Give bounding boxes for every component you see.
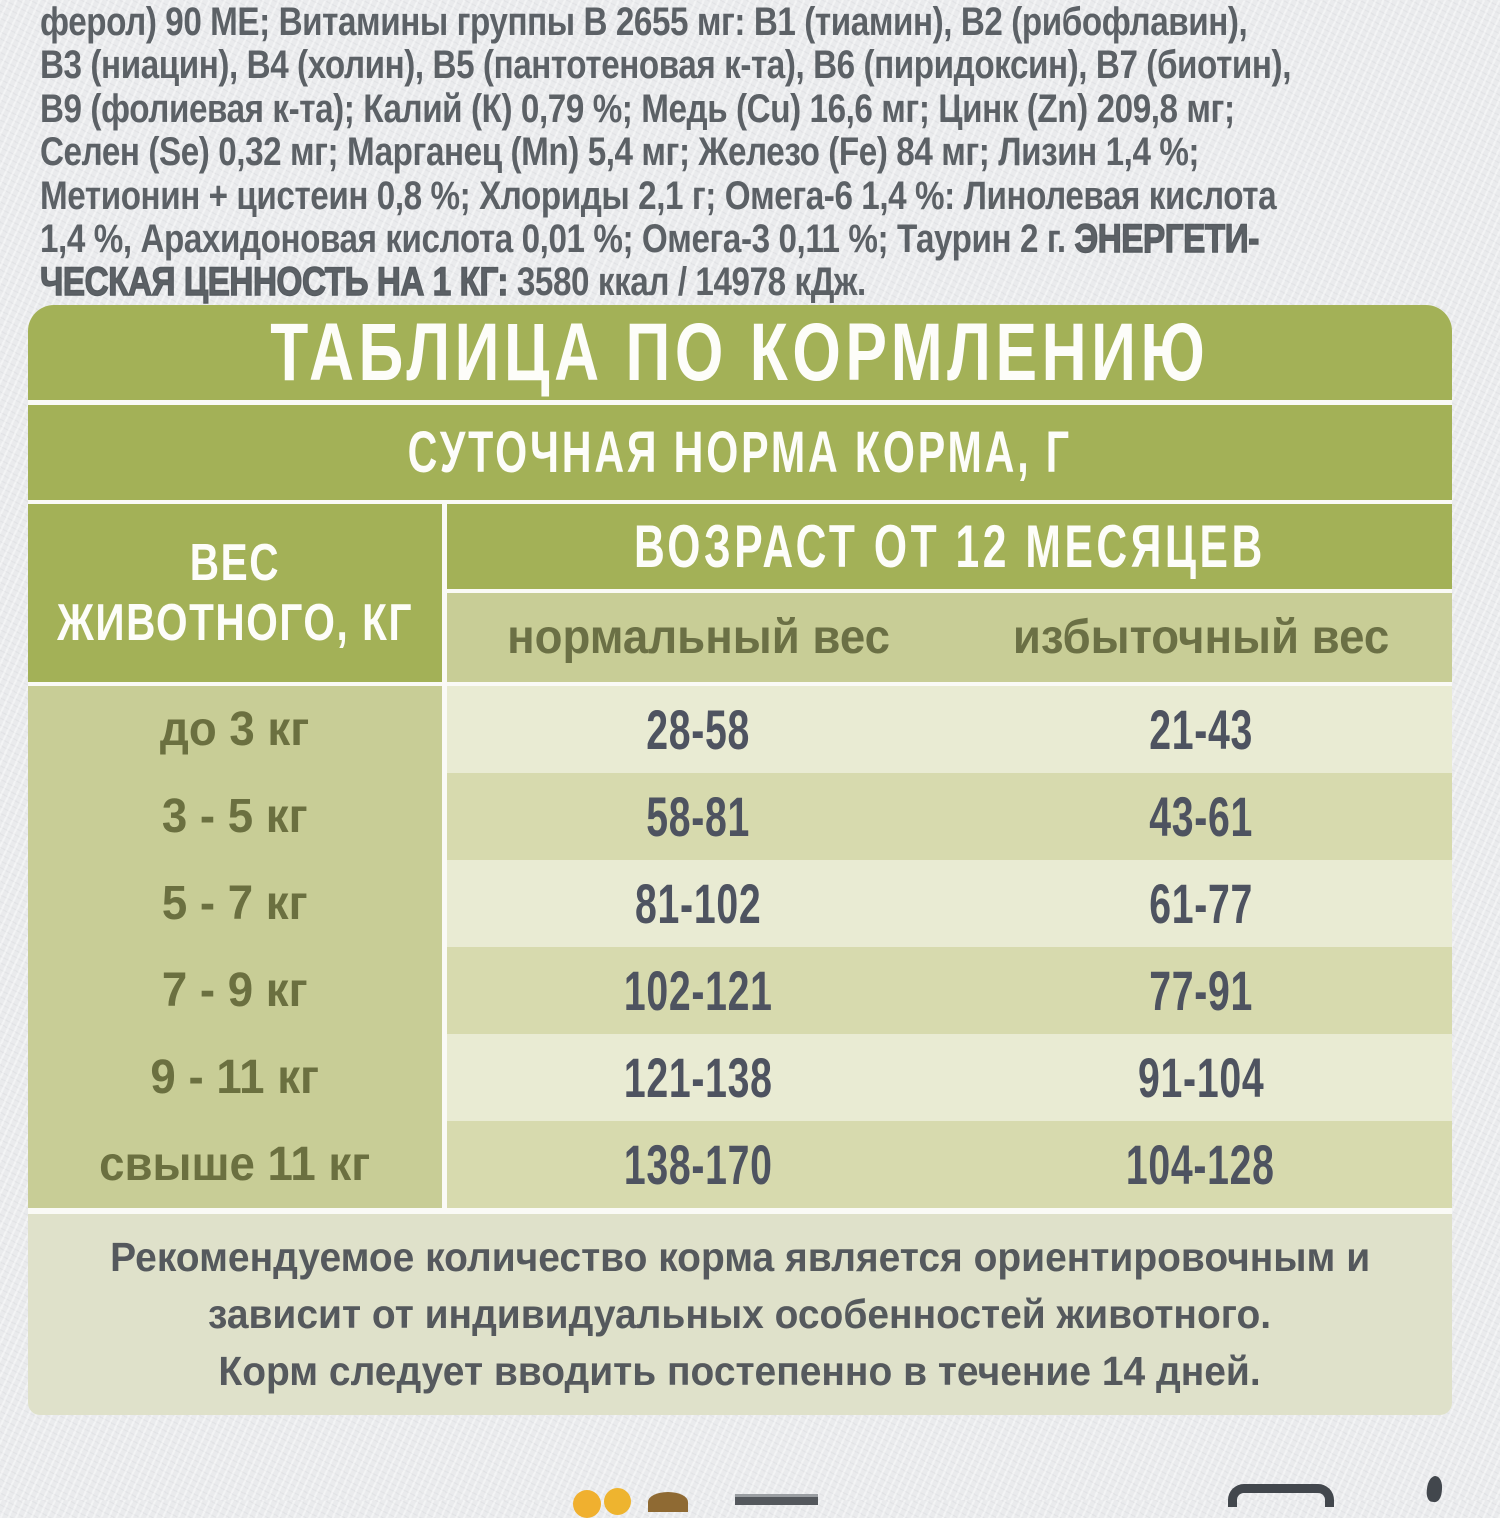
table-row bbox=[28, 947, 1452, 1034]
feeding-table-title: ТАБЛИЦА ПО КОРМЛЕНИЮ bbox=[270, 306, 1210, 398]
utensil-icon bbox=[1426, 1475, 1444, 1502]
overweight-amount-cell bbox=[950, 1034, 1453, 1121]
amounts-cell bbox=[447, 686, 1452, 773]
age-column-header bbox=[447, 504, 1452, 682]
note-line: зависит от индивидуальных особенностей животного. bbox=[208, 1291, 1272, 1337]
weight-label: 5 - 7 кг bbox=[162, 877, 308, 930]
weight-cell bbox=[28, 1034, 442, 1121]
table-row bbox=[28, 686, 1452, 773]
normal-amount: 81-102 bbox=[635, 872, 762, 935]
normal-amount-cell bbox=[447, 860, 950, 947]
weight-cell bbox=[28, 1121, 442, 1208]
normal-amount-cell bbox=[447, 1034, 950, 1121]
amounts-cell bbox=[447, 860, 1452, 947]
normal-amount-cell bbox=[447, 947, 950, 1034]
overweight-amount-cell bbox=[950, 773, 1453, 860]
composition-line: В9 (фолиевая к-та); Калий (К) 0,79 %; Медь (Cu) 16,6 мг; Цинк (Zn) 209,8 мг; bbox=[40, 86, 1235, 131]
composition-line: ЧЕСКАЯ ЦЕННОСТЬ НА 1 КГ: 3580 ккал / 14978 кДж. bbox=[40, 260, 866, 305]
weight-header-line: ЖИВОТНОГО, КГ bbox=[57, 594, 413, 652]
age-header-bar bbox=[447, 504, 1452, 589]
overweight-amount: 43-61 bbox=[1148, 785, 1253, 848]
table-row bbox=[28, 773, 1452, 860]
overweight-amount: 91-104 bbox=[1137, 1046, 1264, 1109]
amounts-cell bbox=[447, 1121, 1452, 1208]
feeding-note bbox=[28, 1214, 1452, 1415]
overweight-amount: 61-77 bbox=[1148, 872, 1253, 935]
overweight-header bbox=[950, 593, 1453, 682]
weight-label: 7 - 9 кг bbox=[162, 964, 308, 1017]
normal-amount: 121-138 bbox=[623, 1046, 773, 1109]
table-row bbox=[28, 860, 1452, 947]
daily-amount-bar bbox=[28, 405, 1452, 500]
daily-amount-title: СУТОЧНАЯ НОРМА КОРМА, Г bbox=[407, 420, 1073, 485]
normal-amount: 138-170 bbox=[623, 1133, 773, 1196]
normal-amount-cell bbox=[447, 686, 950, 773]
table-body bbox=[28, 686, 1452, 1208]
normal-amount-cell bbox=[447, 1121, 950, 1208]
normal-weight-label: нормальный вес bbox=[506, 611, 890, 664]
overweight-amount: 104-128 bbox=[1126, 1133, 1276, 1196]
kibble-piece-icon bbox=[604, 1488, 631, 1515]
composition-text bbox=[40, 1, 1472, 305]
composition-line: 1,4 %, Арахидоновая кислота 0,01 %; Омега-3 0,11 %; Таурин 2 г. ЭНЕРГЕТИ- bbox=[40, 216, 1259, 261]
amounts-cell bbox=[447, 773, 1452, 860]
normal-amount: 58-81 bbox=[646, 785, 751, 848]
weight-header-line: ВЕС bbox=[189, 534, 281, 592]
overweight-label: избыточный вес bbox=[1012, 611, 1389, 664]
subcolumn-header-bar bbox=[447, 593, 1452, 682]
normal-amount-cell bbox=[447, 773, 950, 860]
age-header-label: ВОЗРАСТ ОТ 12 МЕСЯЦЕВ bbox=[633, 513, 1266, 580]
amounts-cell bbox=[447, 1034, 1452, 1121]
feeding-table-title-bar bbox=[28, 305, 1452, 400]
note-line: Корм следует вводить постепенно в течение 14 дней. bbox=[218, 1348, 1262, 1394]
table-row bbox=[28, 1034, 1452, 1121]
table-header-row bbox=[28, 504, 1452, 682]
weight-cell bbox=[28, 860, 442, 947]
weight-label: свыше 11 кг bbox=[99, 1138, 371, 1191]
overweight-amount-cell bbox=[950, 860, 1453, 947]
normal-amount: 102-121 bbox=[623, 959, 773, 1022]
feeding-table bbox=[28, 305, 1452, 1415]
weight-label: 9 - 11 кг bbox=[150, 1051, 320, 1104]
note-line: Рекомендуемое количество корма является ориентировочным и bbox=[110, 1234, 1370, 1280]
weight-cell bbox=[28, 947, 442, 1034]
table-row bbox=[28, 1121, 1452, 1208]
weight-cell bbox=[28, 686, 442, 773]
overweight-amount-cell bbox=[950, 947, 1453, 1034]
amounts-cell bbox=[447, 947, 1452, 1034]
composition-line: Метионин + цистеин 0,8 %; Хлориды 2,1 г; Омега-6 1,4 %: Линолевая кислота bbox=[40, 173, 1277, 218]
composition-line: В3 (ниацин), В4 (холин), В5 (пантотеновая к-та), В6 (пиридоксин), В7 (биотин), bbox=[40, 43, 1292, 88]
overweight-amount-cell bbox=[950, 1121, 1453, 1208]
treat-icon bbox=[648, 1492, 688, 1512]
normal-weight-header bbox=[447, 593, 950, 682]
kibble-piece-icon bbox=[573, 1490, 601, 1518]
composition-line: ферол) 90 МЕ; Витамины группы В 2655 мг: В1 (тиамин), В2 (рибофлавин), bbox=[40, 0, 1248, 44]
overweight-amount: 21-43 bbox=[1148, 698, 1253, 761]
frame-icon bbox=[1228, 1484, 1334, 1507]
normal-amount: 28-58 bbox=[646, 698, 751, 761]
weight-label: до 3 кг bbox=[160, 703, 310, 756]
overweight-amount: 77-91 bbox=[1148, 959, 1253, 1022]
weight-label: 3 - 5 кг bbox=[162, 790, 308, 843]
composition-line: Селен (Se) 0,32 мг; Марганец (Mn) 5,4 мг; Железо (Fe) 84 мг; Лизин 1,4 %; bbox=[40, 130, 1200, 175]
weight-column-header bbox=[28, 504, 442, 682]
weight-cell bbox=[28, 773, 442, 860]
overweight-amount-cell bbox=[950, 686, 1453, 773]
